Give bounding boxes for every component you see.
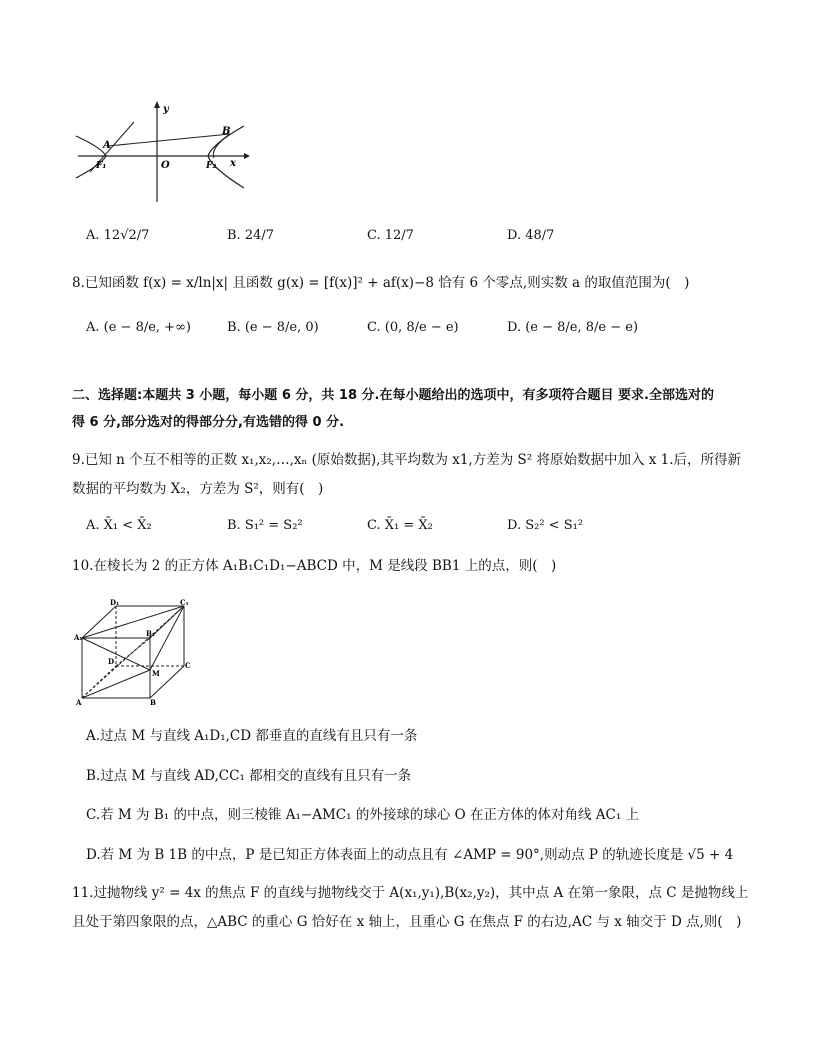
section2-line1: 二、选择题:本题共 3 小题，每小题 6 分，共 18 分.在每小题给出的选项中，有多项符合题目 要求.全部选对的 — [72, 388, 714, 403]
label-a: A — [103, 140, 111, 151]
q9-option-c: C. X̄₁ = X̄₂ — [367, 518, 433, 533]
line-a-m — [82, 670, 150, 698]
label-f2: F₂ — [206, 161, 217, 171]
edge-a1-d1 — [82, 606, 116, 638]
q7-option-b: B. 24/7 — [227, 228, 275, 243]
label-d: D — [108, 657, 115, 666]
q11-line1: 11.过抛物线 y² = 4x 的焦点 F 的直线与抛物线交于 A(x₁,y₁),B(x₂,y₂)，其中点 A 在第一象限，点 C 是抛物线上 — [72, 885, 749, 901]
label-f1: F₁ — [96, 161, 107, 171]
label-a: A — [76, 698, 82, 706]
left-branch — [76, 136, 106, 178]
q9-option-b: B. S₁² = S₂² — [227, 518, 303, 533]
q9-line1: 9.已知 n 个互不相等的正数 x₁,x₂,…,xₙ (原始数据),其平均数为 x1,方差为 S² 将原始数据中加入 x 1.后，所得新 — [72, 452, 742, 468]
q8-option-d: D. (e − 8/e, 8/e − e) — [507, 320, 639, 335]
label-a1: A₁ — [74, 633, 83, 642]
section2-line2: 得 6 分,部分选对的得部分分,有选错的得 0 分. — [72, 415, 345, 430]
q10-option-d: D.若 M 为 B 1B 的中点，P 是已知正方体表面上的动点且有 ∠AMP = 90°,则动点 P 的轨迹长度是 √5 + 4 — [86, 847, 734, 863]
q7-option-d: D. 48/7 — [507, 228, 555, 243]
q9-option-d: D. S₂² < S₁² — [507, 518, 584, 533]
label-d1: D₁ — [110, 598, 120, 607]
q10-option-c: C.若 M 为 B₁ 的中点，则三棱锥 A₁−AMC₁ 的外接球的球心 O 在正方体的体对角线 AC₁ 上 — [86, 807, 640, 823]
label-c: C — [185, 661, 191, 670]
label-o: O — [161, 160, 170, 171]
diag-a1-c1 — [82, 606, 184, 638]
q9-line2: 数据的平均数为 X₂，方差为 S²，则有( ) — [72, 481, 324, 497]
label-m: M — [152, 669, 160, 678]
label-x: x — [230, 158, 236, 169]
q7-option-a: A. 12√2/7 — [86, 228, 150, 243]
chord-ab — [108, 134, 230, 146]
label-b1: B₁ — [146, 629, 155, 638]
x-axis-arrow — [244, 153, 250, 159]
cube-figure — [74, 598, 192, 706]
q10-option-b: B.过点 M 与直线 AD,CC₁ 都相交的直线有且只有一条 — [86, 768, 412, 784]
label-y: y — [163, 104, 169, 115]
q8-option-a: A. (e − 8/e, +∞) — [86, 320, 191, 335]
q8-text: 8.已知函数 f(x) = x/ln|x| 且函数 g(x) = [f(x)]² + af(x)−8 恰有 6 个零点,则实数 a 的取值范围为( ) — [72, 275, 690, 291]
q9-option-a: A. X̄₁ < X̄₂ — [86, 518, 152, 533]
q8-option-c: C. (0, 8/e − e) — [367, 320, 459, 335]
y-axis-arrow — [154, 101, 160, 108]
line-m-c1 — [150, 606, 184, 670]
q8-option-b: B. (e − 8/e, 0) — [227, 320, 319, 335]
q10-text: 10.在棱长为 2 的正方体 A₁B₁C₁D₁−ABCD 中，M 是线段 BB1 上的点，则( ) — [72, 558, 557, 574]
q7-option-c: C. 12/7 — [367, 228, 414, 243]
hyperbola-figure — [72, 96, 252, 206]
q11-line2: 且处于第四象限的点，△ABC 的重心 G 恰好在 x 轴上，且重心 G 在焦点 F 的右边,AC 与 x 轴交于 D 点,则( ) — [72, 914, 742, 930]
label-c1: C₁ — [180, 598, 189, 607]
label-b: B — [150, 698, 156, 706]
label-b: B — [222, 126, 231, 137]
q10-option-a: A.过点 M 与直线 A₁D₁,CD 都垂直的直线有且只有一条 — [86, 728, 418, 744]
